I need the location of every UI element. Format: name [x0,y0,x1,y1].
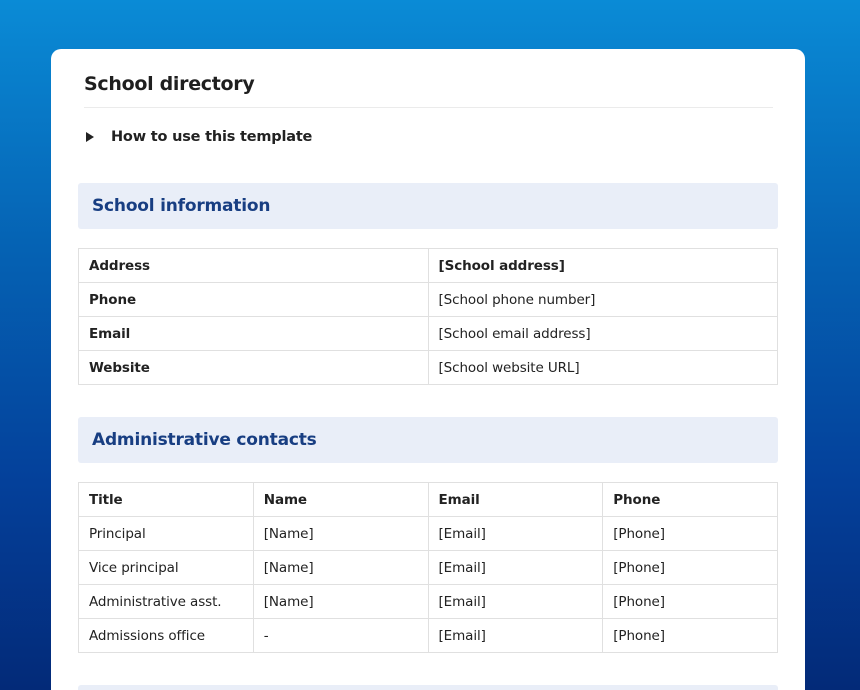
cell-email: [Email] [428,551,603,585]
page-title: School directory [84,73,255,95]
cell-name: [Name] [253,551,428,585]
cell-email: [Email] [428,585,603,619]
row-label: Phone [79,283,429,317]
title-divider [84,107,773,108]
cell-phone: [Phone] [603,585,778,619]
cell-title: Administrative asst. [79,585,254,619]
column-header-email: Email [428,483,603,517]
expand-label: How to use this template [111,129,313,145]
table-row [79,619,778,653]
cell-name: [Name] [253,585,428,619]
triangle-right-icon [86,132,94,142]
row-value: [School phone number] [428,283,778,317]
table-row [79,551,778,585]
cell-email: [Email] [428,517,603,551]
row-label: Website [79,351,429,385]
section-heading-text: School information [92,196,271,216]
column-header-title: Title [79,483,254,517]
column-header-phone: Phone [603,483,778,517]
cell-phone: [Phone] [603,517,778,551]
table-row [79,317,778,351]
table-row [79,585,778,619]
section-heading-text: Administrative contacts [92,430,317,450]
cell-title: Principal [79,517,254,551]
row-value: [School website URL] [428,351,778,385]
table-row [79,249,778,283]
row-value: [School email address] [428,317,778,351]
cell-email: [Email] [428,619,603,653]
next-section-heading [78,685,778,690]
cell-name: - [253,619,428,653]
administrative-contacts-table [78,482,778,653]
table-row [79,351,778,385]
section-heading-school-information [78,183,778,229]
cell-phone: [Phone] [603,619,778,653]
row-label: Email [79,317,429,351]
cell-title: Admissions office [79,619,254,653]
expand-toggle[interactable] [86,129,312,145]
table-row [79,517,778,551]
table-header-row [79,483,778,517]
cell-title: Vice principal [79,551,254,585]
cell-phone: [Phone] [603,551,778,585]
column-header-name: Name [253,483,428,517]
section-heading-administrative-contacts [78,417,778,463]
row-value: [School address] [428,249,778,283]
table-row [79,283,778,317]
row-label: Address [79,249,429,283]
document-card [51,49,805,690]
cell-name: [Name] [253,517,428,551]
school-information-table [78,248,778,385]
